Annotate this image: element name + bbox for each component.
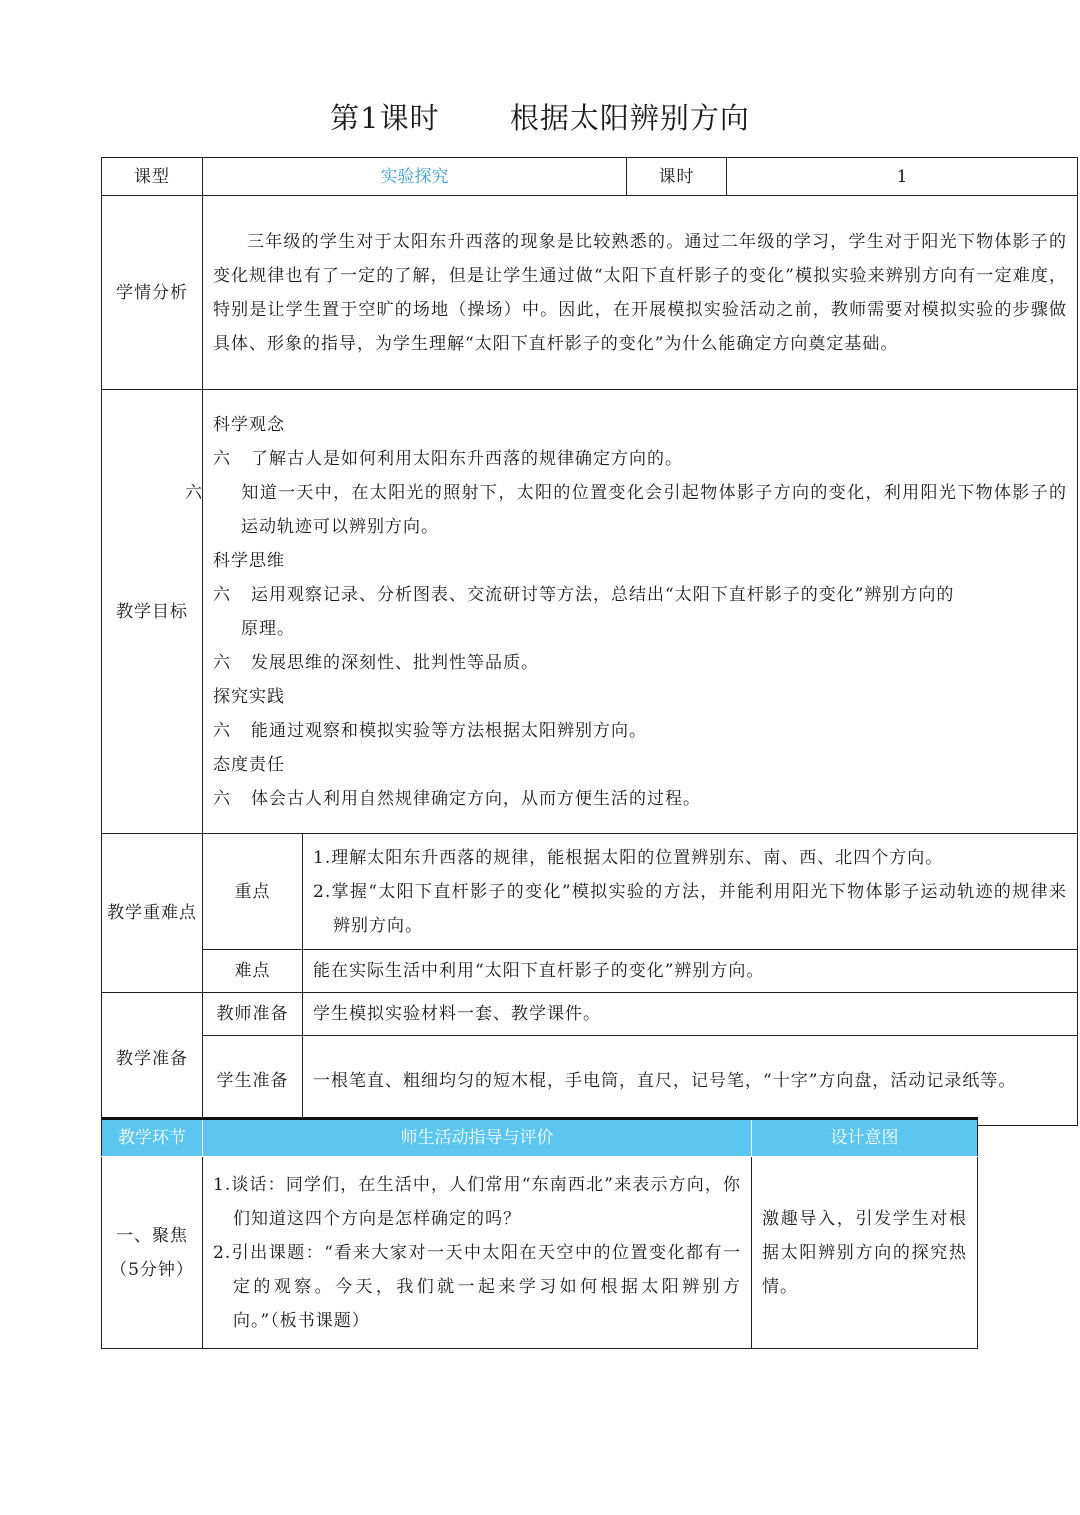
teacher-prep-label: 教师准备 xyxy=(203,993,303,1036)
goal-item: 六 体会古人利用自然规律确定方向，从而方便生活的过程。 xyxy=(213,788,701,809)
activity-item: 1.谈话：同学们，在生活中，人们常用“东南西北”来表示方向，你们知道这四个方向是怎样确定的吗？ xyxy=(213,1174,741,1229)
student-prep-text: 一根笔直、粗细均匀的短木棍，手电筒，直尺，记号笔，“十字”方向盘，活动记录纸等。 xyxy=(303,1036,1078,1126)
process-table xyxy=(101,1117,978,1349)
lesson-plan-table xyxy=(101,157,1078,1126)
hours-value: 1 xyxy=(727,158,1078,196)
info-row xyxy=(102,158,1078,196)
analysis-text: 三年级的学生对于太阳东升西落的现象是比较熟悉的。通过二年级的学习，学生对于阳光下物体影子的变化规律也有了一定的了解，但是让学生通过做“太阳下直杆影子的变化”模拟实验来辨别方向有一定难度，特别是让学生置于空旷的场地（操场）中。因此，在开展模拟实验活动之前，教师需要对模拟实验的步骤做具体、形象的指导，为学生理解“太阳下直杆影子的变化”为什么能确定方向奠定基础。 xyxy=(213,231,1067,354)
goal-section-practice: 探究实践 xyxy=(213,686,285,707)
hours-label: 课时 xyxy=(627,158,727,196)
focus-label: 重点 xyxy=(203,834,303,950)
goal-item: 六 知道一天中，在太阳光的照射下，太阳的位置变化会引起物体影子方向的变化，利用阳光下物体影子的运动轨迹可以辨别方向。 xyxy=(185,482,1067,537)
page-title xyxy=(0,96,1080,137)
goal-section-attitude: 态度责任 xyxy=(213,754,285,775)
goals-label: 教学目标 xyxy=(102,390,203,834)
activity-item: 2.引出课题：“看来大家对一天中太阳在天空中的位置变化都有一定的观察。今天，我们就一起来学习如何根据太阳辨别方向。”（板书课题） xyxy=(213,1242,741,1331)
analysis-cell xyxy=(203,196,1078,390)
prep-label: 教学准备 xyxy=(102,993,203,1126)
goal-item: 六 运用观察记录、分析图表、交流研讨等方法，总结出“太阳下直杆影子的变化”辨别方向的 xyxy=(213,584,955,605)
type-value: 实验探究 xyxy=(203,158,627,196)
process-header-row xyxy=(102,1119,978,1157)
goal-item: 六 了解古人是如何利用太阳东升西落的规律确定方向的。 xyxy=(213,448,683,469)
teacher-prep-text: 学生模拟实验材料一套、教学课件。 xyxy=(303,993,1078,1036)
goal-section-thinking: 科学思维 xyxy=(213,550,285,571)
stage-time: （5分钟） xyxy=(110,1259,194,1280)
process-row xyxy=(102,1157,978,1349)
key-row-hard xyxy=(102,950,1078,993)
stage-name: 一、聚焦 xyxy=(116,1225,188,1246)
prep-row-teacher xyxy=(102,993,1078,1036)
student-prep-label: 学生准备 xyxy=(203,1036,303,1126)
goal-section-concept: 科学观念 xyxy=(213,414,285,435)
goals-row xyxy=(102,390,1078,834)
hard-label: 难点 xyxy=(203,950,303,993)
intent-text: 激趣导入，引发学生对根据太阳辨别方向的探究热情。 xyxy=(752,1157,978,1349)
goal-item-cont: 原理。 xyxy=(241,618,295,639)
goals-cell xyxy=(185,390,1078,834)
lesson-number: 第1课时 xyxy=(330,101,440,135)
stage-cell xyxy=(102,1157,203,1349)
goal-item: 六 能通过观察和模拟实验等方法根据太阳辨别方向。 xyxy=(213,720,647,741)
header-stage: 教学环节 xyxy=(102,1119,203,1157)
type-label: 课型 xyxy=(102,158,203,196)
goal-item: 六 发展思维的深刻性、批判性等品质。 xyxy=(213,652,539,673)
hard-text: 能在实际生活中利用“太阳下直杆影子的变化”辨别方向。 xyxy=(303,950,1078,993)
header-intent: 设计意图 xyxy=(752,1119,978,1157)
lesson-title: 根据太阳辨别方向 xyxy=(509,101,750,135)
focus-cell xyxy=(303,834,1078,950)
key-label: 教学重难点 xyxy=(102,834,203,993)
focus-item: 2.掌握“太阳下直杆影子的变化”模拟实验的方法，并能利用阳光下物体影子运动轨迹的规律来辨别方向。 xyxy=(313,881,1067,936)
focus-item: 1.理解太阳东升西落的规律，能根据太阳的位置辨别东、南、西、北四个方向。 xyxy=(313,847,944,868)
analysis-label: 学情分析 xyxy=(102,196,203,390)
header-activity: 师生活动指导与评价 xyxy=(203,1119,752,1157)
activity-cell xyxy=(203,1157,752,1349)
prep-row-student xyxy=(102,1036,1078,1126)
analysis-row xyxy=(102,196,1078,390)
key-row-focus xyxy=(102,834,1078,950)
